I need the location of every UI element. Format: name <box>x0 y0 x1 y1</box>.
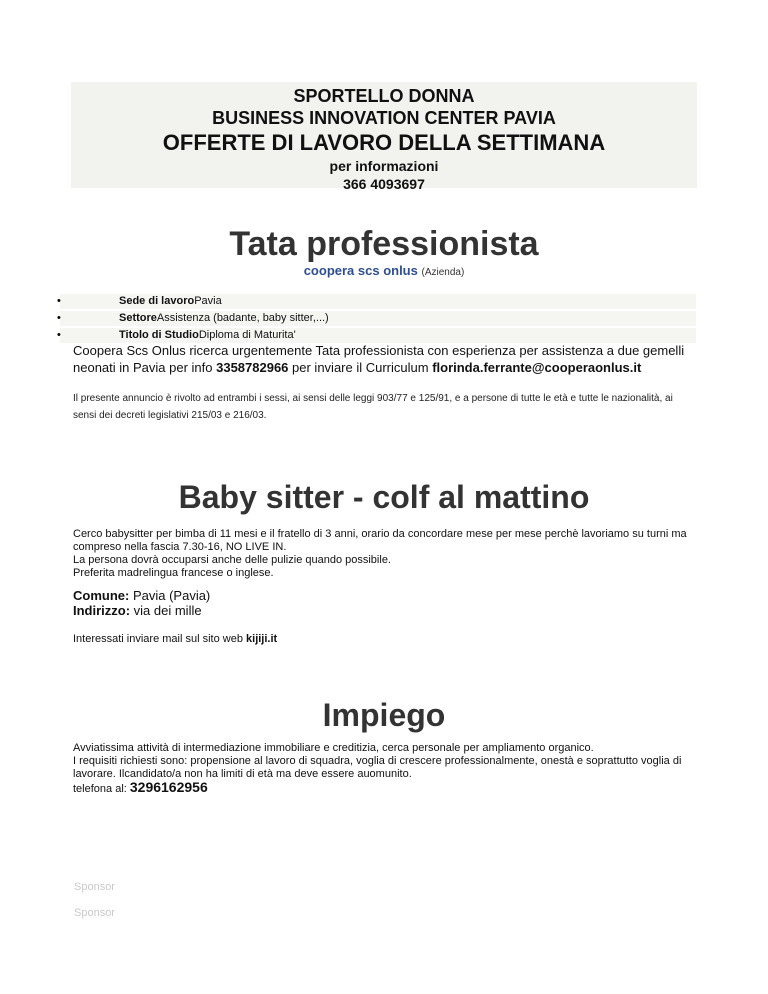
sponsor-label-1: Sponsor <box>74 881 115 893</box>
company-type: (Azienda) <box>421 267 465 278</box>
tel-number: 3296162956 <box>129 779 208 795</box>
header-box <box>71 82 697 192</box>
comune-label: Comune: <box>73 588 130 603</box>
detail-settore <box>60 311 696 326</box>
sponsor-label-2: Sponsor <box>74 907 115 919</box>
job2-line-3: Preferita madrelingua francese o inglese. <box>73 567 274 579</box>
job1-title: Tata professionista <box>229 225 539 263</box>
indirizzo-label: Indirizzo: <box>73 603 131 618</box>
job1-desc-a: Coopera Scs Onlus ricerca urgentemente Tata professionista con esperienza per assistenza a due gemelli neonati in Pavia per info <box>73 343 685 375</box>
header-line-3: OFFERTE DI LAVORO DELLA SETTIMANA <box>162 130 606 155</box>
comune-value: Pavia (Pavia) <box>129 588 211 603</box>
job1-company <box>0 263 768 278</box>
indirizzo-row <box>73 603 695 618</box>
job1-details-list <box>60 294 696 345</box>
comune-row <box>73 588 695 603</box>
job2-title: Baby sitter - colf al mattino <box>178 479 590 515</box>
job1-email[interactable]: florinda.ferrante@cooperaonlus.it <box>432 360 642 375</box>
detail-value: Assistenza (badante, baby sitter,...) <box>156 312 329 324</box>
header-line-2: BUSINESS INNOVATION CENTER PAVIA <box>212 108 556 128</box>
detail-titolo <box>60 328 696 343</box>
detail-label: Titolo di Studio <box>119 329 199 341</box>
detail-value: Pavia <box>194 295 222 307</box>
job2-line-2: La persona dovrà occuparsi anche delle pulizie quando possibile. <box>73 554 391 566</box>
header-line-1: SPORTELLO DONNA <box>293 86 475 106</box>
job3-description <box>73 742 695 796</box>
header-line-4: per informazioni <box>329 158 439 174</box>
job1-desc-b: per inviare il Curriculum <box>288 360 433 375</box>
job1-legal-note: Il presente annuncio è rivolto ad entrambi i sessi, ai sensi delle leggi 903/77 e 125/91, e a persone di tutte le età e tutte le nazionalità, ai sensi dei decreti legislativi 215/03 e 216/03. <box>73 393 673 421</box>
job3-title: Impiego <box>322 697 446 733</box>
header-phone: 366 4093697 <box>343 176 425 192</box>
detail-sede <box>60 294 696 309</box>
job3-line-2: I requisiti richiesti sono: propensione al lavoro di squadra, voglia di crescere professionalmente, onestà e soprattutto voglia di lavorare. Ilcandidato/a non ha limiti di età ma deve essere auomunito. <box>73 755 682 780</box>
detail-value: Diploma di Maturita' <box>198 329 296 341</box>
tel-label: telefona al: <box>73 783 130 795</box>
job1-phone: 3358782966 <box>216 360 289 375</box>
job2-description <box>73 528 695 580</box>
detail-label: Sede di lavoro <box>119 295 195 307</box>
detail-label: Settore <box>119 312 157 324</box>
company-name[interactable]: coopera scs onlus <box>303 263 418 278</box>
contact-text: Interessati inviare mail sul sito web <box>73 633 247 645</box>
job2-contact <box>73 632 695 647</box>
contact-site-link[interactable]: kijiji.it <box>246 633 278 645</box>
job3-line-1: Avviatissima attività di intermediazione immobiliare e creditizia, cerca personale per ampliamento organico. <box>73 742 594 754</box>
job2-line-1: Cerco babysitter per bimba di 11 mesi e il fratello di 3 anni, orario da concordare mese per mese perchè lavoriamo su turni ma compreso nella fascia 7.30-16, NO LIVE IN. <box>73 528 687 553</box>
job3-tel-row <box>73 781 695 796</box>
indirizzo-value: via dei mille <box>130 603 202 618</box>
job2-location <box>73 588 695 618</box>
job1-description <box>73 342 695 376</box>
